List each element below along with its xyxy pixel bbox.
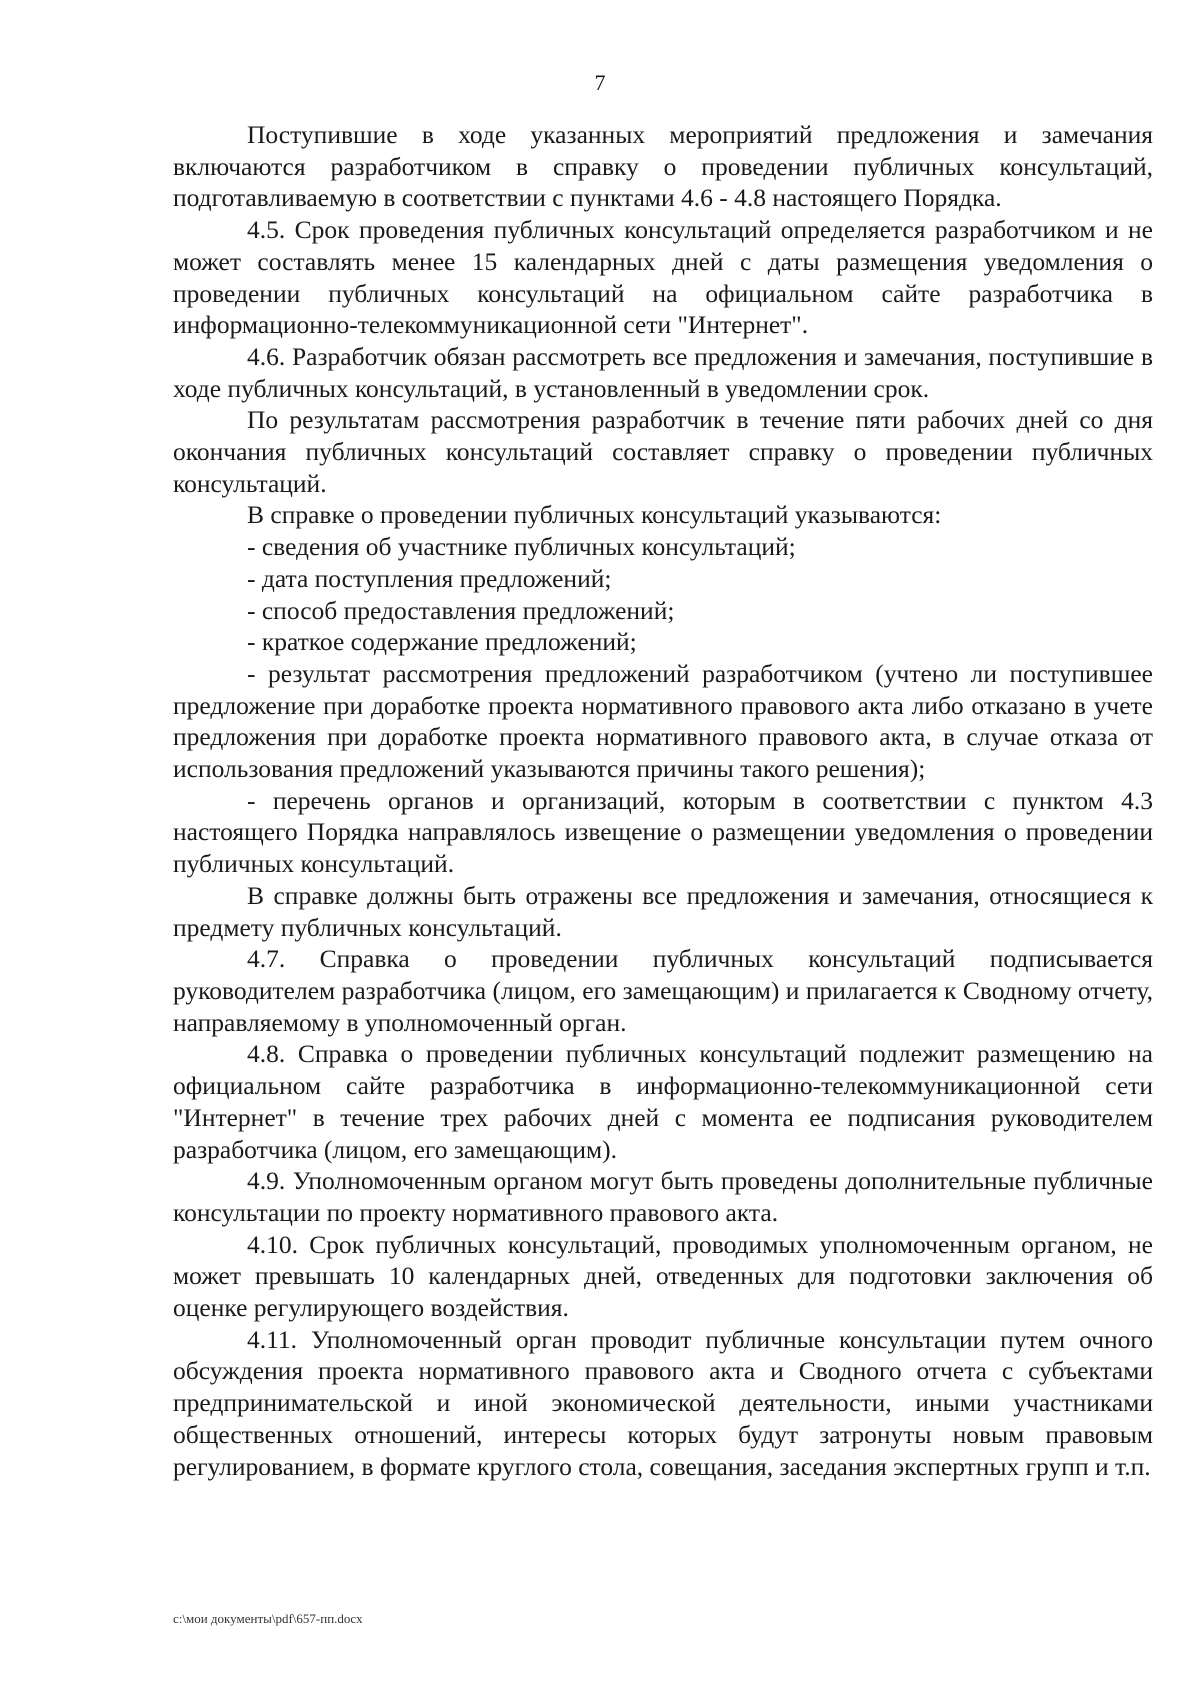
list-item-organizations: - перечень органов и организаций, которым в соответствии с пунктом 4.3 настоящего Порядка направлялось извещение о размещении уведомления о проведении публичных консультаций. bbox=[173, 785, 1153, 879]
paragraph-4-8: 4.8. Справка о проведении публичных консультаций подлежит размещению на официальном сайте разработчика в информационно-телекоммуникационной сети "Интернет" в течение трех рабочих дней с момента ее подписания руководителем разработчика (лицом, его замещающим). bbox=[173, 1039, 1153, 1164]
list-item-date: - дата поступления предложений; bbox=[247, 563, 612, 593]
file-path-footer: c:\мои документы\pdf\657-пп.docx bbox=[173, 1611, 363, 1626]
list-item-method: - способ предоставления предложений; bbox=[247, 595, 675, 625]
paragraph-intro: Поступившие в ходе указанных мероприятий предложения и замечания включаются разработчиком в справку о проведении публичных консультаций, подготавливаемую в соответствии с пунктами 4.6 - 4.8 настоящего Порядка. bbox=[173, 120, 1153, 213]
paragraph-4-5: 4.5. Срок проведения публичных консультаций определяется разработчиком и не может составлять менее 15 календарных дней с даты размещения уведомления о проведении публичных консультаций на официальном сайте разработчика в информационно-телекоммуникационной сети "Интернет". bbox=[173, 215, 1153, 340]
paragraph-4-9: 4.9. Уполномоченным органом могут быть проведены дополнительные публичные консультации по проекту нормативного правового акта. bbox=[173, 1166, 1153, 1227]
document-body bbox=[173, 119, 1153, 1482]
list-item-participant: - сведения об участнике публичных консультаций; bbox=[247, 532, 796, 562]
paragraph-review-results: По результатам рассмотрения разработчик в течение пяти рабочих дней со дня окончания публичных консультаций составляет справку о проведении публичных консультаций. bbox=[173, 405, 1153, 498]
paragraph-4-11: 4.11. Уполномоченный орган проводит публичные консультации путем очного обсуждения проекта нормативного правового акта и Сводного отчета с субъектами предпринимательской и иной экономической деятельности, иными участниками общественных отношений, интересы которых будут затронуты новым правовым регулированием, в формате круглого стола, совещания, заседания экспертных групп и т.п. bbox=[173, 1324, 1153, 1481]
paragraph-4-7: 4.7. Справка о проведении публичных консультаций подписывается руководителем разработчика (лицом, его замещающим) и прилагается к Сводному отчету, направляемому в уполномоченный орган. bbox=[173, 944, 1153, 1037]
paragraph-all-proposals: В справке должны быть отражены все предложения и замечания, относящиеся к предмету публичных консультаций. bbox=[173, 880, 1153, 942]
paragraph-4-10: 4.10. Срок публичных консультаций, проводимых уполномоченным органом, не может превышать 10 календарных дней, отведенных для подготовки заключения об оценке регулирующего воздействия. bbox=[173, 1229, 1153, 1323]
list-item-result: - результат рассмотрения предложений разработчиком (учтено ли поступившее предложение при доработке проекта нормативного правового акта либо отказано в учете предложения при доработке проекта нормативного правового акта, в случае отказа от использования предложений указываются причины такого решения); bbox=[173, 658, 1153, 784]
paragraph-report-contents: В справке о проведении публичных консультаций указываются: bbox=[247, 500, 942, 530]
page-number: 7 bbox=[594, 70, 606, 95]
paragraph-4-6: 4.6. Разработчик обязан рассмотреть все предложения и замечания, поступившие в ходе публичных консультаций, в установленный в уведомлении срок. bbox=[173, 341, 1153, 403]
list-item-summary: - краткое содержание предложений; bbox=[247, 627, 637, 657]
